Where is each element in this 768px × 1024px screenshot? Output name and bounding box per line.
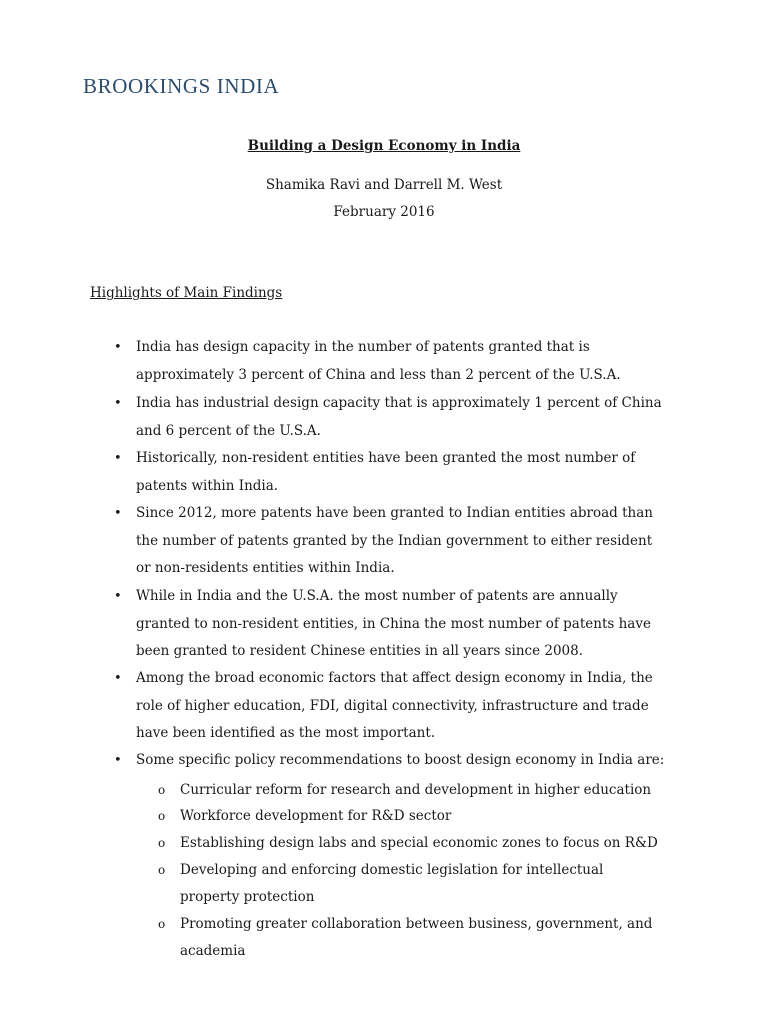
finding-text: While in India and the U.S.A. the most number of patents are annually granted to non-resident entities, in China the most number of patents have been granted to resident Chinese entities in all years since 2008. xyxy=(136,588,651,659)
finding-item xyxy=(114,500,671,583)
sub-bullet-marker: o xyxy=(158,863,166,877)
finding-text: Among the broad economic factors that affect design economy in India, the role of higher education, FDI, digital connectivity, infrastructure and trade have been identified as the most important. xyxy=(136,670,653,741)
recommendation-item xyxy=(158,857,660,910)
recommendation-text: Developing and enforcing domestic legislation for intellectual property protection xyxy=(180,862,604,905)
document-authors: Shamika Ravi and Darrell M. West xyxy=(265,177,503,193)
recommendation-text: Promoting greater collaboration between business, government, and academia xyxy=(180,916,653,959)
brookings-india-logo: BROOKINGS INDIA xyxy=(83,74,280,98)
finding-item xyxy=(114,583,671,666)
finding-item xyxy=(114,390,671,445)
bullet-marker: • xyxy=(114,506,122,521)
finding-item xyxy=(114,334,671,389)
bullet-marker: • xyxy=(114,396,122,411)
bullet-marker: • xyxy=(114,671,122,686)
recommendation-item xyxy=(158,830,660,857)
recommendation-item xyxy=(158,803,660,830)
bullet-marker: • xyxy=(114,589,122,604)
document-date: February 2016 xyxy=(333,204,435,220)
finding-text: Historically, non-resident entities have been granted the most number of patents within India. xyxy=(136,450,636,494)
sub-bullet-marker: o xyxy=(158,809,166,823)
finding-text: Some specific policy recommendations to boost design economy in India are: xyxy=(136,752,665,768)
finding-item xyxy=(114,747,671,775)
sub-bullet-marker: o xyxy=(158,917,166,931)
sub-bullet-marker: o xyxy=(158,836,166,850)
recommendation-item xyxy=(158,777,660,804)
finding-text: India has design capacity in the number of patents granted that is approximately 3 percent of China and less than 2 percent of the U.S.A. xyxy=(136,339,621,383)
finding-item xyxy=(114,665,671,748)
recommendation-item xyxy=(158,911,660,964)
finding-text: India has industrial design capacity that is approximately 1 percent of China and 6 percent of the U.S.A. xyxy=(136,395,662,439)
bullet-marker: • xyxy=(114,753,122,768)
finding-item xyxy=(114,445,671,500)
document-title: Building a Design Economy in India xyxy=(247,138,521,154)
bullet-marker: • xyxy=(114,340,122,355)
section-heading: Highlights of Main Findings xyxy=(90,285,283,301)
sub-bullet-marker: o xyxy=(158,783,166,797)
recommendation-text: Workforce development for R&D sector xyxy=(180,808,452,824)
recommendation-text: Establishing design labs and special economic zones to focus on R&D xyxy=(180,835,658,851)
bullet-marker: • xyxy=(114,451,122,466)
recommendation-text: Curricular reform for research and development in higher education xyxy=(180,782,652,798)
finding-text: Since 2012, more patents have been granted to Indian entities abroad than the number of patents granted by the Indian government to either resident or non-residents entities within India. xyxy=(136,505,653,576)
